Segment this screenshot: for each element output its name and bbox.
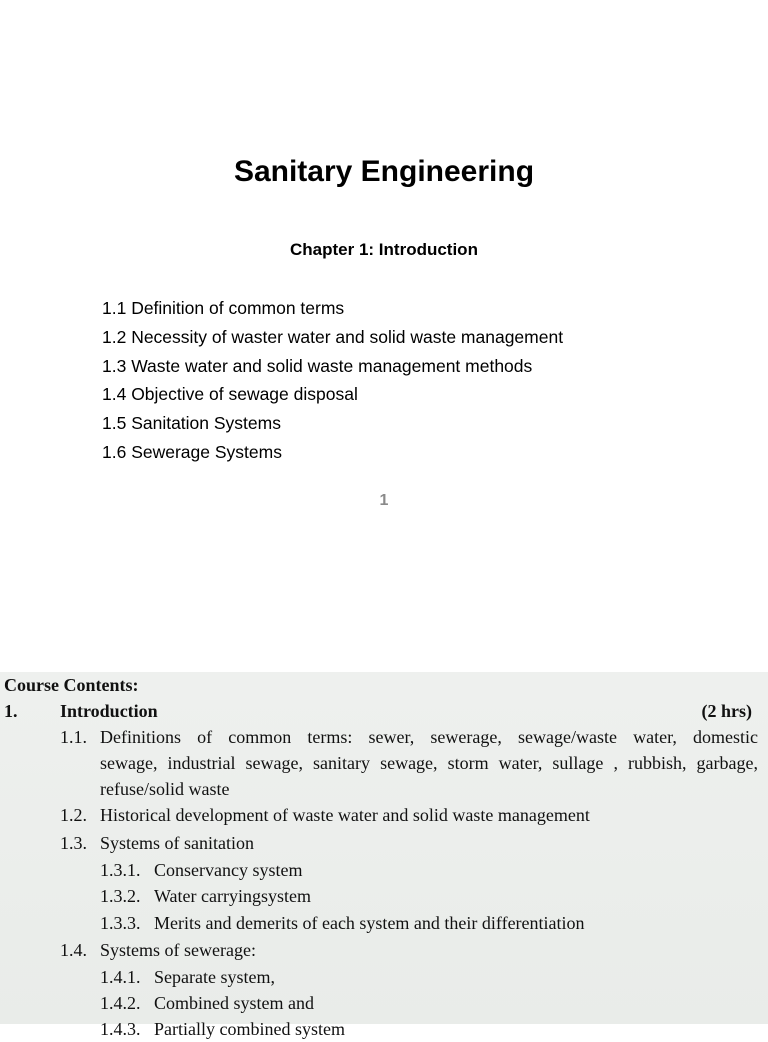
item-number: 1.4. (60, 940, 87, 960)
chapter-title: Introduction (60, 701, 158, 721)
item-text: Water carryingsystem (154, 886, 311, 906)
item-number: 1.3.3. (100, 913, 141, 933)
item-text: Systems of sanitation (100, 833, 254, 853)
item-text: Merits and demerits of each system and their differentiation (154, 913, 585, 933)
topic-list (102, 294, 563, 467)
item-text: Combined system and (154, 993, 314, 1013)
item-text: Partially combined system (154, 1019, 345, 1039)
item-number: 1.3.2. (100, 886, 141, 906)
topic-item: 1.4 Objective of sewage disposal (102, 384, 358, 405)
topic-item: 1.1 Definition of common terms (102, 298, 345, 318)
item-number: 1.4.1. (100, 967, 141, 987)
chapter-heading: Chapter 1: Introduction (290, 240, 478, 259)
chapter-number: 1. (4, 701, 18, 721)
topic-item: 1.2 Necessity of waster water and solid waste management (102, 326, 564, 347)
item-number: 1.3.1. (100, 860, 141, 880)
item-number: 1.3. (60, 833, 87, 853)
item-text: Separate system, (154, 967, 275, 987)
slide-title: Sanitary Engineering (233, 155, 535, 188)
item-number: 1.2. (60, 805, 87, 825)
topic-item: 1.3 Waste water and solid waste management methods (102, 355, 533, 376)
item-text: Historical development of waste water and solid waste management (100, 805, 590, 825)
topic-item: 1.6 Sewerage Systems (102, 441, 282, 462)
item-text-line: refuse/solid waste (100, 779, 230, 799)
item-number: 1.4.3. (100, 1019, 141, 1039)
item-text: Conservancy system (154, 860, 303, 880)
item-text-line: sewage, industrial sewage, sanitary sewage, storm water, sullage , rubbish, garbage, (100, 753, 758, 773)
chapter-hours: (2 hrs) (701, 701, 752, 721)
item-text: Systems of sewerage: (100, 940, 256, 960)
scanned-syllabus (0, 672, 768, 1039)
course-contents-heading: Course Contents: (4, 675, 139, 695)
item-text-line: Definitions of common terms: sewer, sewerage, sewage/waste water, domestic (100, 727, 758, 747)
topic-item: 1.5 Sanitation Systems (102, 413, 281, 434)
page-number: 1 (379, 492, 389, 509)
item-number: 1.4.2. (100, 993, 141, 1013)
item-number: 1.1. (60, 727, 87, 747)
